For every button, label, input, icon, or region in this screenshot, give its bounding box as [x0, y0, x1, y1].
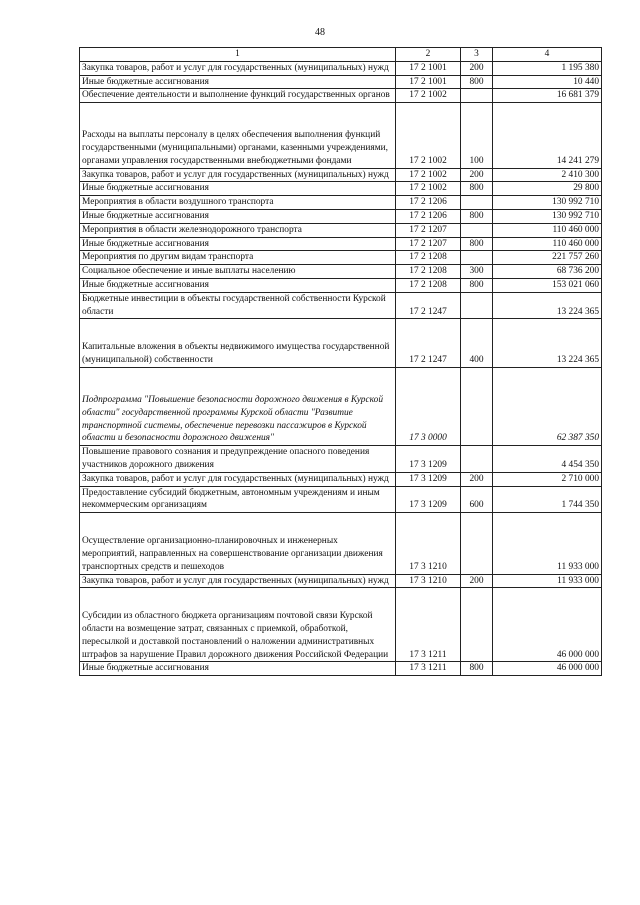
- row-name: Иные бюджетные ассигнования: [80, 278, 396, 292]
- row-expense-type: 100: [461, 103, 493, 168]
- row-name: Бюджетные инвестиции в объекты государственной собственности Курской области: [80, 292, 396, 319]
- row-name: Закупка товаров, работ и услуг для государственных (муниципальных) нужд: [80, 472, 396, 486]
- row-amount: 1 195 380: [493, 61, 602, 75]
- row-name: Капитальные вложения в объекты недвижимого имущества государственной (муниципальной) собственности: [80, 319, 396, 368]
- table-row: [80, 89, 602, 103]
- row-amount: 130 992 710: [493, 196, 602, 210]
- row-code: 17 2 1001: [396, 75, 461, 89]
- row-amount: 14 241 279: [493, 103, 602, 168]
- row-name: Закупка товаров, работ и услуг для государственных (муниципальных) нужд: [80, 574, 396, 588]
- row-name: Предоставление субсидий бюджетным, автономным учреждениям и иным некоммерческим организациям: [80, 486, 396, 513]
- row-name: Повышение правового сознания и предупреждение опасного поведения участников дорожного движения: [80, 446, 396, 473]
- row-code: 17 2 1247: [396, 292, 461, 319]
- row-amount: 11 933 000: [493, 513, 602, 574]
- header-col-1: 1: [80, 48, 396, 62]
- table-row: [80, 209, 602, 223]
- row-amount: 11 933 000: [493, 574, 602, 588]
- row-amount: 1 744 350: [493, 486, 602, 513]
- row-code: 17 2 1206: [396, 196, 461, 210]
- row-amount: 2 410 300: [493, 168, 602, 182]
- row-code: 17 2 1002: [396, 89, 461, 103]
- row-code: 17 2 1207: [396, 223, 461, 237]
- header-col-2: 2: [396, 48, 461, 62]
- row-expense-type: [461, 513, 493, 574]
- row-expense-type: [461, 367, 493, 445]
- row-expense-type: [461, 196, 493, 210]
- row-expense-type: [461, 292, 493, 319]
- row-amount: 110 460 000: [493, 223, 602, 237]
- row-code: 17 2 1207: [396, 237, 461, 251]
- row-code: 17 2 1001: [396, 61, 461, 75]
- row-amount: 4 454 350: [493, 446, 602, 473]
- row-expense-type: 800: [461, 662, 493, 676]
- row-code: 17 3 1211: [396, 588, 461, 662]
- row-code: 17 3 1210: [396, 574, 461, 588]
- row-expense-type: [461, 89, 493, 103]
- table-row: [80, 574, 602, 588]
- table-row: [80, 237, 602, 251]
- row-name: Обеспечение деятельности и выполнение функций государственных органов: [80, 89, 396, 103]
- row-amount: 62 387 350: [493, 367, 602, 445]
- row-code: 17 2 1208: [396, 251, 461, 265]
- table-row: [80, 446, 602, 473]
- row-code: 17 3 1211: [396, 662, 461, 676]
- row-name: Иные бюджетные ассигнования: [80, 237, 396, 251]
- row-name: Социальное обеспечение и иные выплаты населению: [80, 265, 396, 279]
- row-amount: 10 440: [493, 75, 602, 89]
- row-name: Иные бюджетные ассигнования: [80, 209, 396, 223]
- row-code: 17 2 1002: [396, 103, 461, 168]
- row-name: Подпрограмма "Повышение безопасности дорожного движения в Курской области" государственной программы Курской области "Развитие транспортной системы, обеспечение перевозки пассажиров в Курской области и безопасности дорожного движения": [80, 367, 396, 445]
- row-expense-type: 200: [461, 61, 493, 75]
- table-row: [80, 662, 602, 676]
- row-expense-type: 800: [461, 237, 493, 251]
- header-col-3: 3: [461, 48, 493, 62]
- header-col-4: 4: [493, 48, 602, 62]
- row-expense-type: 200: [461, 574, 493, 588]
- row-code: 17 2 1247: [396, 319, 461, 368]
- table-row: [80, 251, 602, 265]
- row-code: 17 3 1209: [396, 472, 461, 486]
- row-amount: 46 000 000: [493, 662, 602, 676]
- row-code: 17 3 1209: [396, 446, 461, 473]
- row-code: 17 3 1209: [396, 486, 461, 513]
- row-amount: 13 224 365: [493, 292, 602, 319]
- row-name: Закупка товаров, работ и услуг для государственных (муниципальных) нужд: [80, 168, 396, 182]
- row-amount: 46 000 000: [493, 588, 602, 662]
- table-row: [80, 472, 602, 486]
- table-row: [80, 196, 602, 210]
- row-expense-type: 300: [461, 265, 493, 279]
- row-amount: 153 021 060: [493, 278, 602, 292]
- row-expense-type: 200: [461, 472, 493, 486]
- page-number: 48: [315, 27, 325, 38]
- row-code: 17 2 1208: [396, 265, 461, 279]
- table-header-row: [80, 48, 602, 62]
- table-row: [80, 75, 602, 89]
- row-expense-type: [461, 223, 493, 237]
- row-name: Иные бюджетные ассигнования: [80, 182, 396, 196]
- row-name: Осуществление организационно-планировочных и инженерных мероприятий, направленных на совершенствование организации движения транспортных средств и пешеходов: [80, 513, 396, 574]
- table-row: [80, 588, 602, 662]
- table-row: [80, 103, 602, 168]
- row-amount: 29 800: [493, 182, 602, 196]
- row-amount: 13 224 365: [493, 319, 602, 368]
- table-row: [80, 292, 602, 319]
- row-amount: 2 710 000: [493, 472, 602, 486]
- row-code: 17 2 1002: [396, 182, 461, 196]
- table-row: [80, 319, 602, 368]
- row-name: Расходы на выплаты персоналу в целях обеспечения выполнения функций государственными (муниципальными) органами, казенными учреждениями, органами управления государственными внебюджетными фондами: [80, 103, 396, 168]
- row-amount: 16 681 379: [493, 89, 602, 103]
- row-amount: 68 736 200: [493, 265, 602, 279]
- row-name: Мероприятия в области воздушного транспорта: [80, 196, 396, 210]
- row-expense-type: 800: [461, 209, 493, 223]
- table-row: [80, 486, 602, 513]
- row-expense-type: [461, 588, 493, 662]
- row-code: 17 2 1208: [396, 278, 461, 292]
- row-expense-type: 200: [461, 168, 493, 182]
- budget-table: [79, 47, 602, 676]
- table-row: [80, 367, 602, 445]
- row-code: 17 3 0000: [396, 367, 461, 445]
- row-name: Иные бюджетные ассигнования: [80, 662, 396, 676]
- table-row: [80, 223, 602, 237]
- row-amount: 221 757 260: [493, 251, 602, 265]
- row-name: Мероприятия в области железнодорожного транспорта: [80, 223, 396, 237]
- row-name: Мероприятия по другим видам транспорта: [80, 251, 396, 265]
- table-row: [80, 278, 602, 292]
- row-name: Субсидии из областного бюджета организациям почтовой связи Курской области на возмещение затрат, связанных с приемкой, обработкой, пересылкой и доставкой постановлений о наложении административных штрафов за нарушение Правил дорожного движения Российской Федерации: [80, 588, 396, 662]
- row-expense-type: 600: [461, 486, 493, 513]
- row-code: 17 3 1210: [396, 513, 461, 574]
- row-amount: 110 460 000: [493, 237, 602, 251]
- table-row: [80, 513, 602, 574]
- row-code: 17 2 1002: [396, 168, 461, 182]
- row-amount: 130 992 710: [493, 209, 602, 223]
- row-code: 17 2 1206: [396, 209, 461, 223]
- row-expense-type: 400: [461, 319, 493, 368]
- row-expense-type: 800: [461, 278, 493, 292]
- table-row: [80, 182, 602, 196]
- row-expense-type: 800: [461, 75, 493, 89]
- row-name: Иные бюджетные ассигнования: [80, 75, 396, 89]
- row-expense-type: [461, 446, 493, 473]
- row-expense-type: [461, 251, 493, 265]
- table-row: [80, 168, 602, 182]
- table-row: [80, 265, 602, 279]
- row-expense-type: 800: [461, 182, 493, 196]
- row-name: Закупка товаров, работ и услуг для государственных (муниципальных) нужд: [80, 61, 396, 75]
- table-row: [80, 61, 602, 75]
